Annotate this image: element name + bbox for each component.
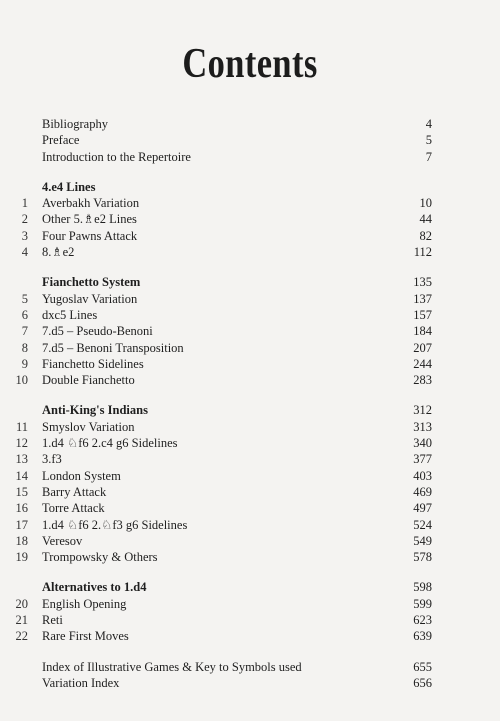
- entry-title: Anti-King's Indians: [42, 403, 148, 418]
- toc-section-heading: [0, 579, 500, 595]
- page-number: 655: [413, 659, 432, 674]
- page-number: 639: [413, 629, 432, 644]
- toc-entry: [0, 372, 500, 388]
- entry-title: Preface: [42, 133, 80, 148]
- toc-entry: [0, 244, 500, 260]
- group-spacer: [0, 165, 500, 179]
- page-number: 313: [413, 419, 432, 434]
- entry-title: Reti: [42, 613, 63, 628]
- chapter-number: 1: [21, 196, 28, 211]
- page-number: 207: [413, 340, 432, 355]
- toc-entry: [0, 307, 500, 323]
- toc-entry: [0, 533, 500, 549]
- page-number: 524: [413, 517, 432, 532]
- toc-entry: [0, 517, 500, 533]
- chapter-number: 4: [21, 245, 28, 260]
- entry-title: Index of Illustrative Games & Key to Symbols used: [42, 659, 302, 674]
- chapter-number: 17: [15, 517, 28, 532]
- toc-section-heading: [0, 179, 500, 195]
- chapter-number: 20: [15, 596, 28, 611]
- entry-title: 8.♗e2: [42, 245, 75, 260]
- entry-title: Barry Attack: [42, 484, 107, 499]
- toc-entry: [0, 211, 500, 227]
- page-number: 283: [413, 373, 432, 388]
- page-number: 312: [413, 403, 432, 418]
- chapter-number: 12: [15, 436, 28, 451]
- chapter-number: 5: [21, 291, 28, 306]
- toc-entry: [0, 675, 500, 691]
- page-number: 340: [413, 436, 432, 451]
- toc-entry: [0, 340, 500, 356]
- page-number: 137: [413, 291, 432, 306]
- chapter-number: 8: [21, 340, 28, 355]
- chapter-number: 6: [21, 307, 28, 322]
- entry-title: 7.d5 – Pseudo-Benoni: [42, 324, 153, 339]
- page-number: 10: [419, 196, 432, 211]
- page-number: 5: [425, 133, 432, 148]
- page-number: 4: [425, 117, 432, 131]
- entry-title: London System: [42, 468, 121, 483]
- entry-title: Fianchetto System: [42, 275, 141, 290]
- toc-section-heading: [0, 274, 500, 290]
- toc-section-heading: [0, 402, 500, 418]
- page-number: 549: [413, 533, 432, 548]
- page-number: 403: [413, 468, 432, 483]
- toc-entry: [0, 659, 500, 675]
- chapter-number: 9: [21, 356, 28, 371]
- entry-title: Introduction to the Repertoire: [42, 149, 191, 164]
- page-title: Contents: [182, 41, 318, 87]
- chapter-number: 19: [15, 550, 28, 565]
- entry-title: Bibliography: [42, 117, 108, 131]
- chapter-number: 15: [15, 484, 28, 499]
- entry-title: Variation Index: [42, 675, 120, 690]
- entry-title: dxc5 Lines: [42, 307, 98, 322]
- entry-title: 7.d5 – Benoni Transposition: [42, 340, 184, 355]
- chapter-number: 16: [15, 501, 28, 516]
- toc-entry: [0, 484, 500, 500]
- entry-title: Yugoslav Variation: [42, 291, 138, 306]
- page-number: 656: [413, 675, 432, 690]
- page-number: 82: [419, 228, 432, 243]
- page-number: 578: [413, 550, 432, 565]
- toc-entry: [0, 596, 500, 612]
- group-spacer: [0, 565, 500, 579]
- chapter-number: 3: [21, 228, 28, 243]
- toc-entry: [0, 549, 500, 565]
- page-number: 469: [413, 484, 432, 499]
- group-spacer: [0, 645, 500, 659]
- chapter-number: 18: [15, 533, 28, 548]
- chapter-number: 21: [15, 613, 28, 628]
- entry-title: Four Pawns Attack: [42, 228, 138, 243]
- entry-title: Veresov: [42, 533, 83, 548]
- chapter-number: 2: [21, 212, 28, 227]
- page-number: 157: [413, 307, 432, 322]
- entry-title: Fianchetto Sidelines: [42, 356, 144, 371]
- page-number: 244: [413, 356, 432, 371]
- group-spacer: [0, 388, 500, 402]
- toc-entry: [0, 195, 500, 211]
- entry-title: Averbakh Variation: [42, 196, 140, 211]
- toc-entry: [0, 435, 500, 451]
- entry-title: 1.d4 ♘f6 2.♘f3 g6 Sidelines: [42, 517, 188, 532]
- page-number: 7: [425, 149, 432, 164]
- entry-title: Torre Attack: [42, 501, 105, 516]
- entry-title: Other 5.♗e2 Lines: [42, 212, 137, 227]
- page-number: 623: [413, 613, 432, 628]
- chapter-number: 7: [21, 324, 28, 339]
- table-of-contents: [0, 116, 500, 691]
- toc-entry: [0, 228, 500, 244]
- toc-entry: [0, 291, 500, 307]
- page-number: 497: [413, 501, 432, 516]
- toc-entry: [0, 500, 500, 516]
- toc-entry: [0, 628, 500, 644]
- group-spacer: [0, 260, 500, 274]
- toc-entry: [0, 323, 500, 339]
- chapter-number: 14: [15, 468, 28, 483]
- page-number: 377: [413, 452, 432, 467]
- toc-entry: [0, 149, 500, 165]
- entry-title: 1.d4 ♘f6 2.c4 g6 Sidelines: [42, 436, 178, 451]
- page-number: 184: [413, 324, 432, 339]
- toc-entry: [0, 451, 500, 467]
- page-number: 599: [413, 596, 432, 611]
- chapter-number: 10: [15, 373, 28, 388]
- entry-title: Alternatives to 1.d4: [42, 580, 147, 595]
- page-number: 135: [413, 275, 432, 290]
- toc-entry: [0, 468, 500, 484]
- toc-entry: [0, 419, 500, 435]
- toc-entry: [0, 356, 500, 372]
- chapter-number: 13: [15, 452, 28, 467]
- toc-entry: [0, 116, 500, 132]
- entry-title: English Opening: [42, 596, 127, 611]
- page-number: 44: [419, 212, 432, 227]
- entry-title: Double Fianchetto: [42, 373, 135, 388]
- page-number: 598: [413, 580, 432, 595]
- chapter-number: 11: [15, 419, 28, 434]
- entry-title: 3.f3: [42, 452, 62, 467]
- chapter-number: 22: [15, 629, 28, 644]
- entry-title: 4.e4 Lines: [42, 179, 96, 194]
- page-number: 112: [413, 245, 432, 260]
- entry-title: Smyslov Variation: [42, 419, 135, 434]
- toc-entry: [0, 612, 500, 628]
- entry-title: Trompowsky & Others: [42, 550, 158, 565]
- toc-entry: [0, 132, 500, 148]
- entry-title: Rare First Moves: [42, 629, 129, 644]
